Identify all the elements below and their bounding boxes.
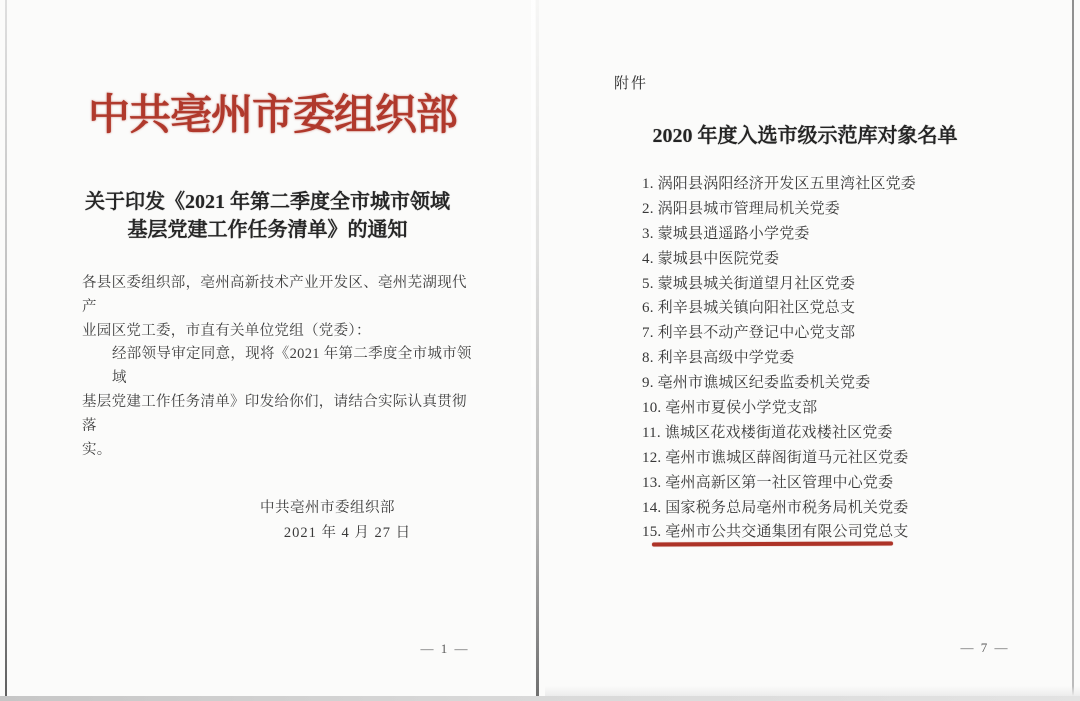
scan-edge-bottom (0, 696, 1080, 701)
body-line: 业园区党工委，市直有关单位党组（党委）： (82, 322, 371, 339)
scan-edge-right (1072, 0, 1074, 701)
list-item: 5. 蒙城县城关街道望月社区党委 (642, 275, 856, 292)
list-item: 9. 亳州市谯城区纪委监委机关党委 (642, 375, 871, 392)
scan-edge-left (5, 0, 7, 701)
page-number-right: — 7 — (960, 640, 1010, 655)
list-item: 10. 亳州市夏侯小学党支部 (642, 400, 818, 417)
list-item: 14. 国家税务总局亳州市税务局机关党委 (642, 499, 909, 516)
document-title (10, 188, 525, 244)
page-fold-divider (536, 0, 539, 701)
page-number-left: — 1 — (420, 641, 470, 656)
list-item: 2. 涡阳县城市管理局机关党委 (642, 200, 841, 217)
list-item: 3. 蒙城县逍遥路小学党委 (642, 225, 810, 242)
list-item: 8. 利辛县高级中学党委 (642, 350, 795, 367)
body-line: 各县区委组织部，亳州高新技术产业开发区、亳州芜湖现代产 (82, 275, 467, 315)
list-item: 1. 涡阳县涡阳经济开发区五里湾社区党委 (642, 176, 917, 192)
attachment-title: 2020 年度入选市级示范库对象名单 (652, 125, 958, 147)
list-item: 12. 亳州市谯城区薛阁街道马元社区党委 (642, 449, 909, 466)
list-item: 7. 利辛县不动产登记中心党支部 (642, 325, 856, 342)
list-item: 13. 亳州高新区第一社区管理中心党委 (642, 474, 894, 491)
body-line: 实。 (82, 441, 112, 458)
org-letterhead: 中共亳州市委组织部 (87, 93, 457, 139)
attachment-label: 附件 (614, 76, 649, 92)
shortlist (642, 172, 1042, 545)
signature-date: 2021 年 4 月 27 日 (283, 525, 412, 541)
signature-org: 中共亳州市委组织部 (260, 500, 395, 516)
body-line: 经部领导审定同意，现将《2021 年第二季度全市城市领域 (112, 346, 472, 387)
list-item: 15. 亳州市公共交通集团有限公司党总支 (642, 524, 909, 541)
list-item: 4. 蒙城县中医院党委 (642, 250, 780, 267)
document-title-line2: 基层党建工作任务清单》的通知 (127, 219, 408, 241)
document-title-line1: 关于印发《2021 年第二季度全市城市领域 (85, 191, 450, 213)
list-item: 11. 谯城区花戏楼街道花戏楼社区党委 (642, 424, 893, 441)
body-text (82, 272, 477, 462)
page-fold-highlight (531, 0, 535, 701)
body-line: 基层党建工作任务清单》印发给你们，请结合实际认真贯彻落 (82, 393, 467, 434)
scan-shadow-bottom (545, 686, 1080, 696)
list-item: 6. 利辛县城关镇向阳社区党总支 (642, 300, 856, 317)
